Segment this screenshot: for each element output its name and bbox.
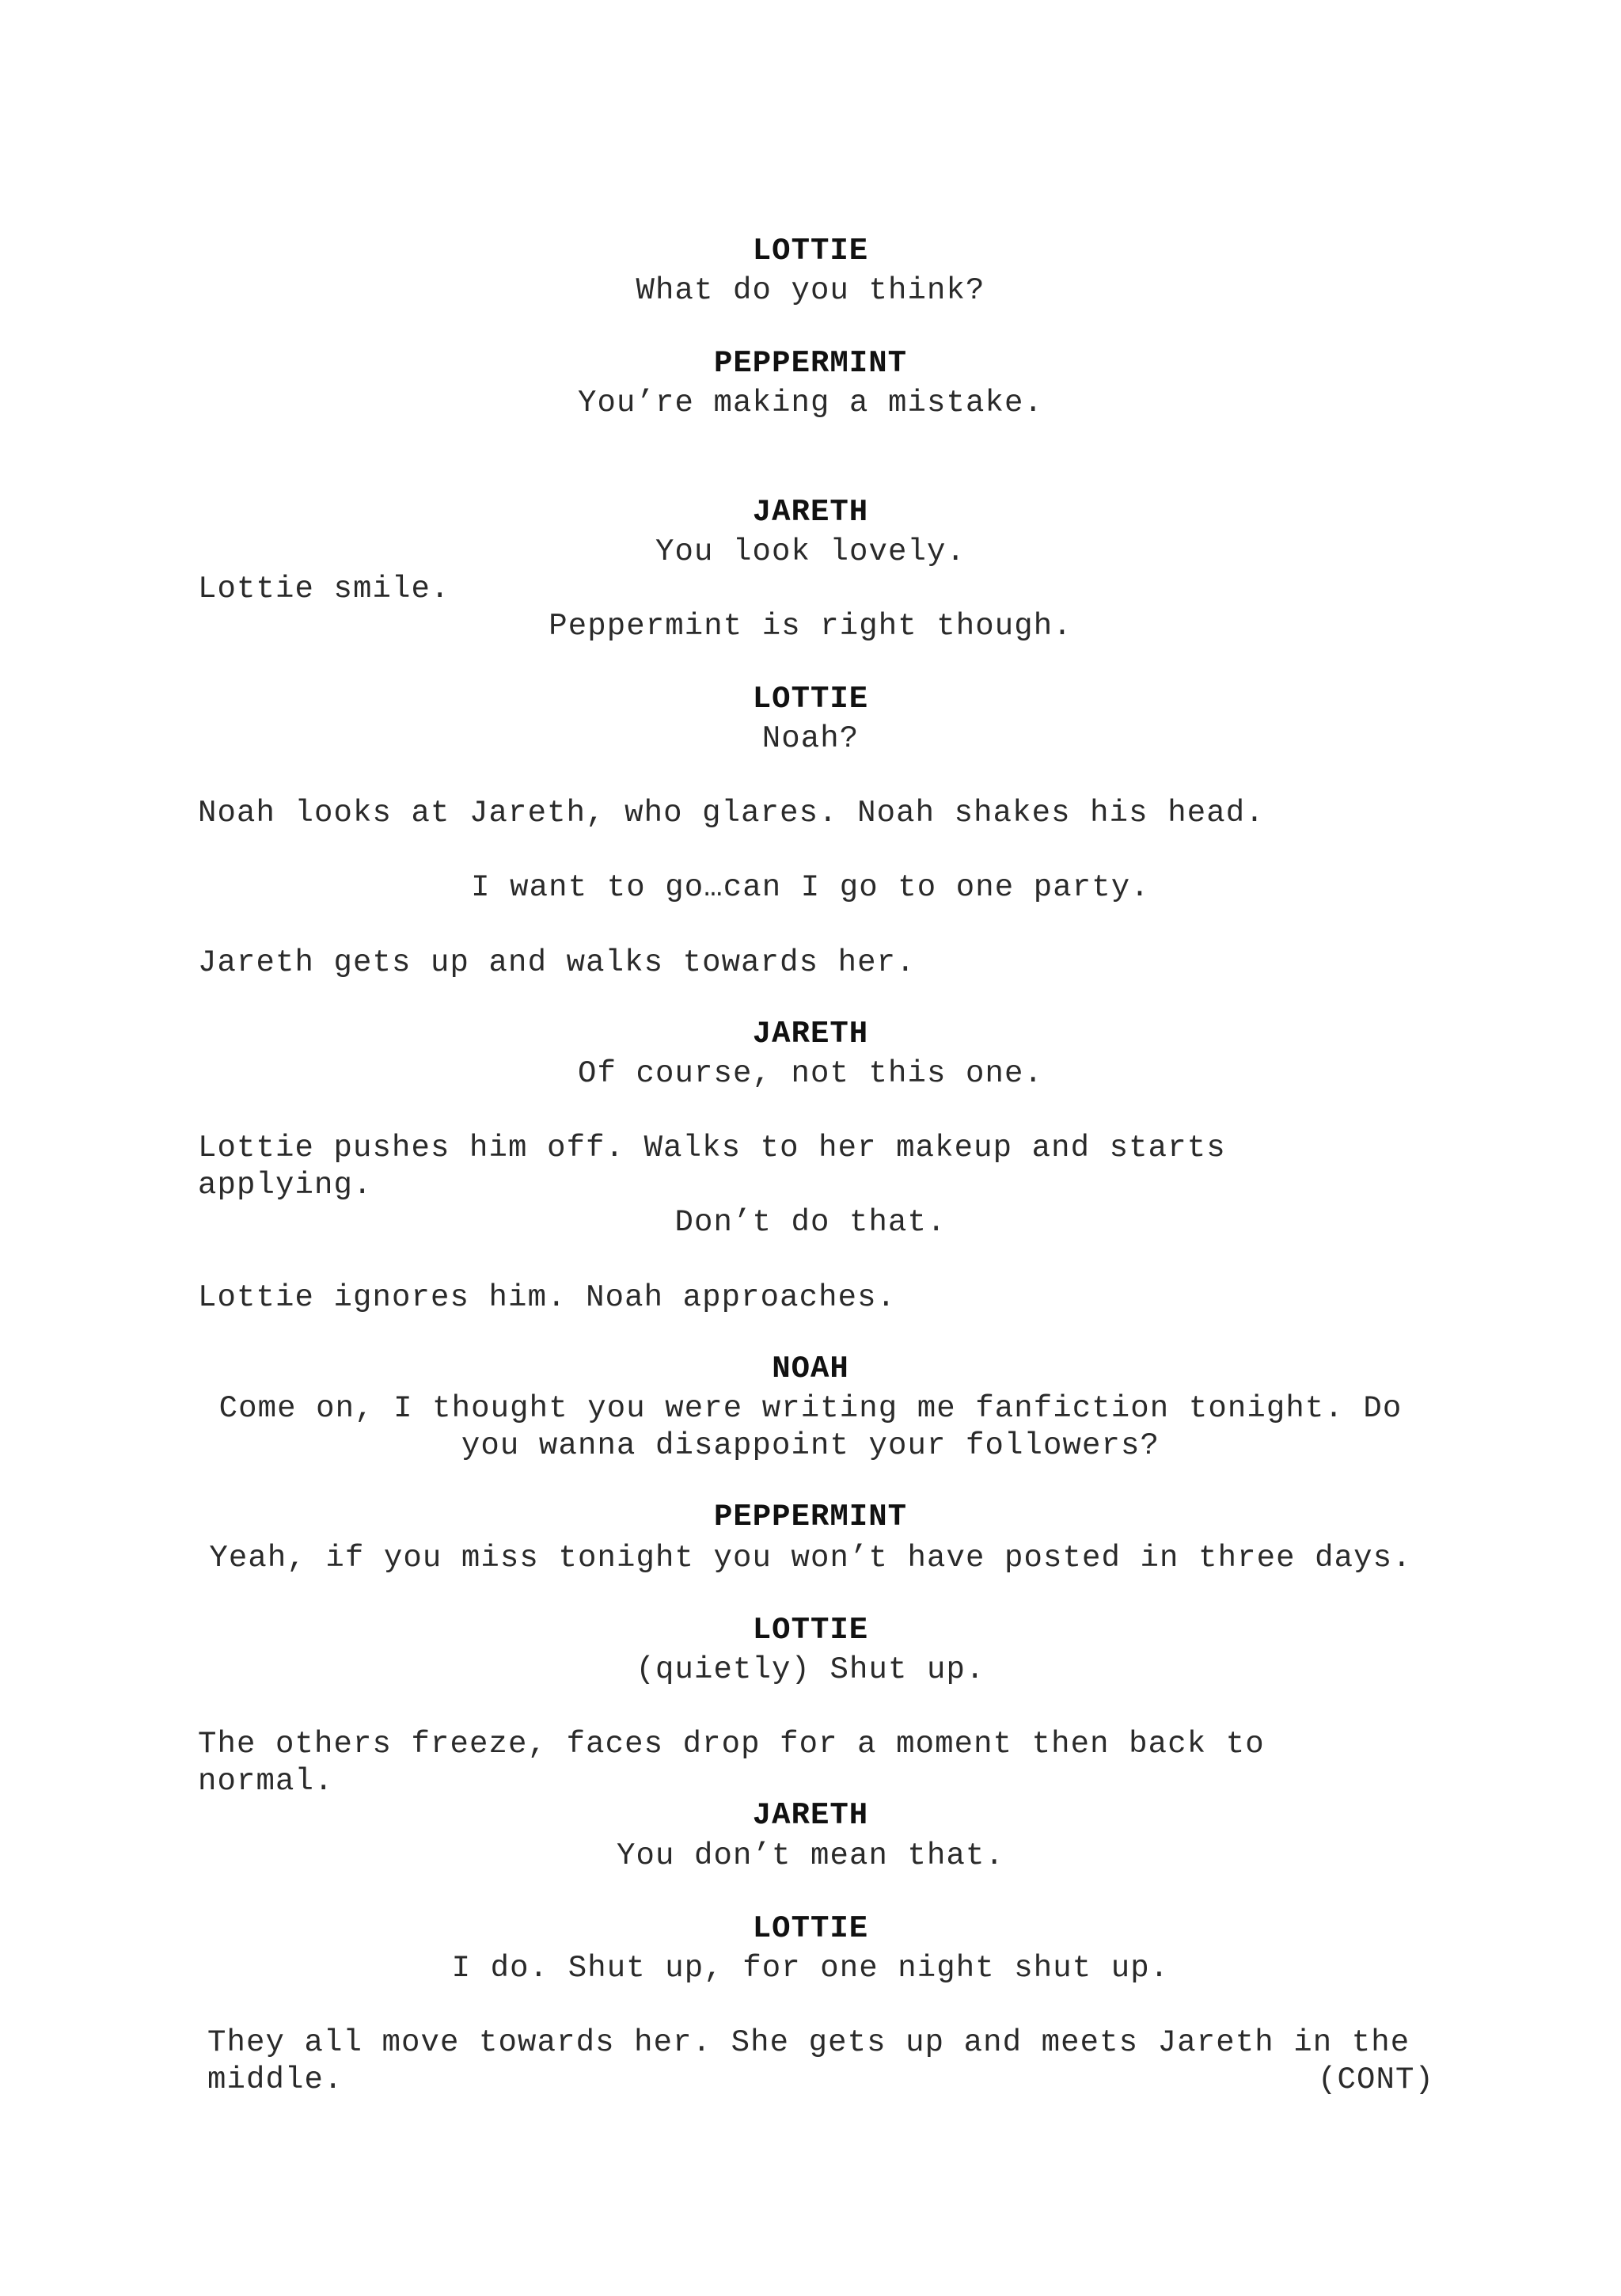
character-name-lottie: LOTTIE [752,1911,869,1946]
dialogue-line: Don’t do that. [674,1205,947,1240]
dialogue-line: Noah? [761,721,860,756]
character-name-lottie: LOTTIE [752,1613,869,1648]
action-line: normal. [198,1764,334,1799]
dialogue-line: You don’t mean that. [616,1838,1005,1873]
dialogue-line: Come on, I thought you were writing me fanfiction tonight. Do [218,1391,1403,1426]
dialogue-line: Peppermint is right though. [549,609,1072,644]
dialogue-line: You look lovely. [655,534,966,569]
dialogue-line: What do you think? [636,273,985,308]
dialogue-line: Of course, not this one. [577,1056,1044,1091]
action-line: Lottie ignores him. Noah approaches. [198,1280,897,1315]
character-name-jareth: JARETH [752,1798,869,1833]
dialogue-line: You’re making a mistake. [577,386,1044,420]
dialogue-line: (quietly) Shut up. [636,1652,985,1687]
character-name-peppermint: PEPPERMINT [713,1500,908,1534]
character-name-peppermint: PEPPERMINT [713,346,908,381]
action-line: middle. [207,2062,344,2097]
character-name-jareth: JARETH [752,495,869,530]
dialogue-line: I do. Shut up, for one night shut up. [451,1951,1170,1986]
character-name-jareth: JARETH [752,1017,869,1051]
dialogue-line: you wanna disappoint your followers? [461,1428,1160,1463]
action-line: The others freeze, faces drop for a moment then back to [198,1727,1265,1762]
character-name-lottie: LOTTIE [752,682,869,717]
action-line: They all move towards her. She gets up and meets Jareth in the [207,2025,1410,2060]
dialogue-line: Yeah, if you miss tonight you won’t have posted in three days. [209,1541,1412,1576]
action-line: Lottie smile. [198,572,450,606]
character-name-noah: NOAH [772,1351,849,1386]
action-line: applying. [198,1168,373,1203]
character-name-lottie: LOTTIE [752,234,869,268]
cont-marker: (CONT) [1318,2062,1435,2097]
action-line: Jareth gets up and walks towards her. [198,945,916,980]
action-line: Noah looks at Jareth, who glares. Noah shakes his head. [198,796,1265,831]
action-line: Lottie pushes him off. Walks to her makeup and starts [198,1131,1226,1165]
dialogue-line: I want to go…can I go to one party. [471,870,1150,905]
